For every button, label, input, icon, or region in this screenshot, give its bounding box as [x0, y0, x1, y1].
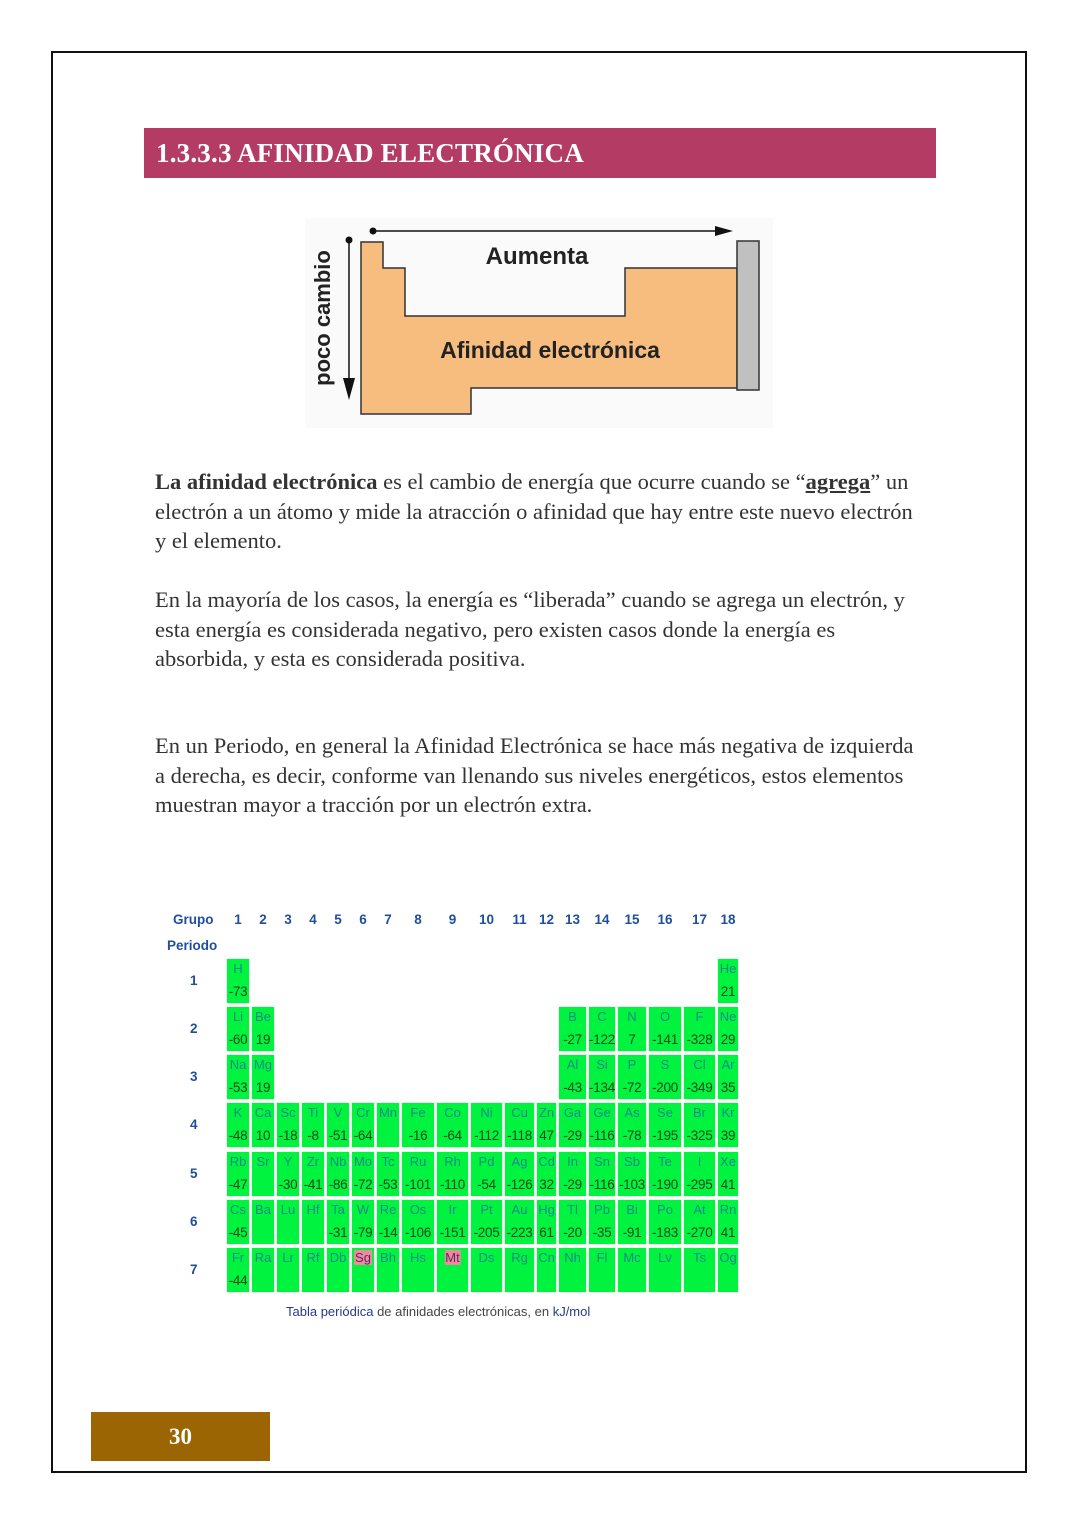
element-symbol: Pt	[480, 1202, 493, 1217]
element-cell-co	[436, 1102, 469, 1148]
element-symbol: I	[697, 1154, 702, 1169]
element-cell-cl	[683, 1054, 716, 1100]
element-affinity-value: -20	[563, 1225, 582, 1240]
group-header-16: 16	[657, 912, 673, 927]
element-cell-n	[617, 1006, 647, 1052]
noble-gas-column	[737, 241, 759, 390]
element-affinity-value: 41	[720, 1225, 736, 1240]
element-symbol: Bi	[626, 1202, 638, 1217]
element-cell-lr	[276, 1247, 300, 1293]
element-affinity-value: 29	[720, 1032, 736, 1047]
element-cell-s	[648, 1054, 682, 1100]
period-header-3: 3	[190, 1069, 198, 1084]
element-affinity-value: -195	[652, 1128, 678, 1143]
element-symbol: Rg	[511, 1250, 528, 1265]
element-cell-ga	[558, 1102, 587, 1148]
paragraph-energy-sign: En la mayoría de los casos, la energía es “liberada” cuando se agrega un electrón, y esta energía es considerada negativo, pero existen casos donde la energía es absorbida, y esta es considerada positiva.	[155, 587, 905, 671]
element-symbol: Sn	[594, 1154, 610, 1169]
element-affinity-value: -44	[228, 1273, 248, 1288]
group-header-6: 6	[359, 912, 367, 927]
element-cell-w	[351, 1199, 375, 1245]
element-cell-rh	[436, 1151, 469, 1197]
element-symbol: Br	[693, 1105, 706, 1120]
element-symbol: Ds	[478, 1250, 495, 1265]
element-symbol: Cd	[538, 1154, 555, 1169]
element-affinity-value: -64	[443, 1128, 462, 1143]
page-number: 30	[91, 1412, 270, 1461]
element-symbol: Cr	[356, 1105, 370, 1120]
element-symbol: Rn	[719, 1202, 737, 1217]
element-cell-os	[401, 1199, 435, 1245]
element-affinity-value: -91	[622, 1225, 642, 1240]
element-affinity-value: 39	[720, 1128, 736, 1143]
element-cell-br	[683, 1102, 716, 1148]
element-affinity-value: -134	[589, 1080, 615, 1095]
element-affinity-value: -200	[652, 1080, 678, 1095]
element-symbol: Ir	[448, 1202, 457, 1217]
element-cell-si	[588, 1054, 616, 1100]
element-affinity-value: 61	[539, 1225, 554, 1240]
period-header-1: 1	[190, 973, 198, 988]
element-cell-mo	[351, 1151, 375, 1197]
element-symbol: Ca	[254, 1105, 272, 1120]
section-title: 1.3.3.3 AFINIDAD ELECTRÓNICA	[144, 128, 936, 178]
group-label: Grupo	[173, 912, 214, 927]
element-affinity-value: -349	[686, 1080, 713, 1095]
element-symbol: Sc	[280, 1105, 296, 1120]
group-header-15: 15	[624, 912, 640, 927]
caption-link-kj-mol[interactable]: kJ/mol	[552, 1304, 591, 1319]
element-affinity-value: -53	[228, 1080, 248, 1095]
element-symbol: Ru	[409, 1154, 427, 1169]
element-cell-rf	[301, 1247, 325, 1293]
element-cell-mt	[436, 1247, 469, 1293]
element-cell-o	[648, 1006, 682, 1052]
element-symbol: As	[624, 1105, 640, 1120]
element-cell-in	[558, 1151, 587, 1197]
element-cell-b	[558, 1006, 587, 1052]
element-symbol: Mc	[623, 1250, 641, 1265]
diagram-top-label: Aumenta	[485, 243, 589, 270]
element-symbol: Mt	[445, 1250, 460, 1265]
element-symbol: Ne	[719, 1009, 737, 1024]
element-symbol: Ar	[721, 1057, 735, 1072]
element-cell-pt	[470, 1199, 503, 1245]
element-symbol: W	[356, 1202, 370, 1217]
element-affinity-value: -60	[228, 1032, 248, 1047]
element-affinity-value: -41	[303, 1177, 323, 1192]
element-symbol: Cl	[693, 1057, 706, 1072]
element-symbol: P	[627, 1057, 637, 1072]
element-cell-al	[558, 1054, 587, 1100]
element-symbol: Sr	[256, 1154, 270, 1169]
element-cell-tc	[376, 1151, 400, 1197]
element-cell-sb	[617, 1151, 647, 1197]
element-affinity-value: 21	[720, 984, 736, 999]
element-affinity-value: -47	[228, 1177, 248, 1192]
element-cell-nh	[558, 1247, 587, 1293]
element-symbol: Db	[329, 1250, 347, 1265]
element-cell-v	[326, 1102, 350, 1148]
element-cell-hf	[301, 1199, 325, 1245]
element-symbol: Mg	[253, 1057, 273, 1072]
element-symbol: Cu	[511, 1105, 528, 1120]
element-affinity-value: -151	[439, 1225, 466, 1240]
element-affinity-value: -118	[507, 1128, 532, 1143]
element-cell-mc	[617, 1247, 647, 1293]
element-cell-og	[717, 1247, 739, 1293]
table-caption: Tabla periódica de afinidades electrónicas, en kJ/mol	[286, 1304, 591, 1319]
element-symbol: Na	[229, 1057, 247, 1072]
element-affinity-value: -14	[378, 1225, 398, 1240]
element-cell-cn	[536, 1247, 557, 1293]
element-symbol: Tc	[381, 1154, 395, 1169]
element-affinity-value: -101	[405, 1177, 431, 1192]
element-cell-fl	[588, 1247, 616, 1293]
element-affinity-value: -79	[353, 1225, 373, 1240]
element-symbol: Ts	[693, 1250, 706, 1265]
period-header-7: 7	[190, 1262, 198, 1277]
element-affinity-value: -29	[563, 1128, 582, 1143]
element-cell-y	[276, 1151, 300, 1197]
element-symbol: Li	[232, 1009, 244, 1024]
period-header-6: 6	[190, 1214, 198, 1229]
element-symbol: Nb	[329, 1154, 347, 1169]
element-cell-i	[683, 1151, 716, 1197]
element-affinity-value: -126	[506, 1177, 533, 1192]
group-header-3: 3	[284, 912, 292, 927]
element-symbol: S	[660, 1057, 670, 1072]
arrow-down-icon	[343, 378, 355, 400]
element-symbol: Ra	[254, 1250, 272, 1265]
element-symbol: Ni	[480, 1105, 493, 1120]
element-cell-li	[226, 1006, 250, 1052]
element-symbol: He	[719, 961, 737, 976]
bold-term: La afinidad electrónica	[155, 469, 378, 494]
group-header-4: 4	[309, 912, 317, 927]
element-cell-p	[617, 1054, 647, 1100]
element-cell-c	[588, 1006, 616, 1052]
element-cell-rn	[717, 1199, 739, 1245]
element-cell-nb	[326, 1151, 350, 1197]
element-symbol: Lv	[658, 1250, 672, 1265]
element-cell-ca	[251, 1102, 275, 1148]
element-cell-kr	[717, 1102, 739, 1148]
element-symbol: Rh	[444, 1154, 461, 1169]
element-symbol: Lu	[280, 1202, 296, 1217]
element-cell-cd	[536, 1151, 557, 1197]
element-affinity-value: -328	[686, 1032, 713, 1047]
element-symbol: Ta	[331, 1202, 345, 1217]
group-header-11: 11	[512, 912, 527, 927]
element-affinity-value: -48	[228, 1128, 248, 1143]
element-symbol: Nh	[564, 1250, 581, 1265]
element-affinity-value: -205	[473, 1225, 500, 1240]
element-affinity-value: -116	[589, 1128, 615, 1143]
element-cell-sn	[588, 1151, 616, 1197]
element-symbol: O	[659, 1009, 671, 1024]
caption-link-periodic-table[interactable]: Tabla periódica	[286, 1304, 374, 1319]
element-cell-hg	[536, 1199, 557, 1245]
element-cell-ge	[588, 1102, 616, 1148]
element-symbol: Ti	[307, 1105, 319, 1120]
element-affinity-value: 47	[539, 1128, 554, 1143]
element-affinity-value: -31	[328, 1225, 348, 1240]
element-cell-ta	[326, 1199, 350, 1245]
element-symbol: Al	[566, 1057, 579, 1072]
element-cell-ni	[470, 1102, 503, 1148]
element-symbol: B	[568, 1009, 577, 1024]
element-symbol: Zr	[306, 1154, 320, 1169]
element-symbol: Pd	[478, 1154, 495, 1169]
element-cell-mg	[251, 1054, 275, 1100]
element-affinity-value: -116	[589, 1177, 615, 1192]
arrow-right-icon	[715, 226, 733, 236]
element-cell-ba	[251, 1199, 275, 1245]
element-cell-lv	[648, 1247, 682, 1293]
element-cell-sg	[351, 1247, 375, 1293]
element-cell-at	[683, 1199, 716, 1245]
element-affinity-value: -73	[228, 984, 248, 999]
element-cell-bh	[376, 1247, 400, 1293]
element-cell-fe	[401, 1102, 435, 1148]
element-cell-rg	[504, 1247, 535, 1293]
period-header-5: 5	[190, 1166, 198, 1181]
element-cell-f	[683, 1006, 716, 1052]
element-symbol: Kr	[721, 1105, 735, 1120]
element-affinity-value: -27	[563, 1032, 582, 1047]
element-affinity-value: -183	[652, 1225, 678, 1240]
group-header-17: 17	[691, 912, 708, 927]
group-header-9: 9	[448, 912, 457, 927]
period-header-4: 4	[190, 1117, 198, 1132]
paragraph-definition: La afinidad electrónica es el cambio de energía que ocurre cuando se “agrega” un electrón a un átomo y mide la atracción o afinidad que hay entre este nuevo electrón y el elemento.	[155, 469, 913, 553]
element-symbol: Sb	[624, 1154, 640, 1169]
element-affinity-value: -43	[563, 1080, 582, 1095]
element-affinity-value: -86	[328, 1177, 348, 1192]
element-affinity-value: -103	[619, 1177, 645, 1192]
element-symbol: Hf	[306, 1202, 320, 1217]
periodic-table-electron-affinity	[160, 905, 760, 1335]
element-symbol: Cn	[538, 1250, 555, 1265]
element-symbol: Pb	[594, 1202, 610, 1217]
element-symbol: Mo	[353, 1154, 373, 1169]
element-affinity-value: -270	[686, 1225, 713, 1240]
element-affinity-value: -72	[622, 1080, 642, 1095]
element-affinity-value: -190	[652, 1177, 678, 1192]
group-header-1: 1	[234, 912, 242, 927]
element-cell-mn	[376, 1102, 400, 1148]
element-cell-fr	[226, 1247, 250, 1293]
element-cell-pd	[470, 1151, 503, 1197]
element-cell-xe	[717, 1151, 739, 1197]
group-header-2: 2	[259, 912, 267, 927]
element-affinity-value: -53	[378, 1177, 398, 1192]
element-affinity-value: -72	[353, 1177, 373, 1192]
element-cell-na	[226, 1054, 250, 1100]
element-affinity-value: -18	[278, 1128, 298, 1143]
element-symbol: Zn	[538, 1105, 555, 1120]
element-cell-re	[376, 1199, 400, 1245]
element-cell-cr	[351, 1102, 375, 1148]
period-label: Periodo	[167, 938, 218, 953]
group-header-12: 12	[538, 912, 555, 927]
element-cell-zn	[536, 1102, 557, 1148]
element-affinity-value: -54	[477, 1177, 496, 1192]
element-cell-tl	[558, 1199, 587, 1245]
element-symbol: H	[233, 961, 243, 976]
element-affinity-value: -8	[307, 1128, 319, 1143]
element-symbol: Cs	[230, 1202, 246, 1217]
element-symbol: Fl	[596, 1250, 608, 1265]
element-cell-sc	[276, 1102, 300, 1148]
element-affinity-value: -223	[506, 1225, 533, 1240]
element-affinity-value: -78	[622, 1128, 642, 1143]
element-affinity-value: 41	[720, 1177, 736, 1192]
element-symbol: Fr	[231, 1250, 245, 1265]
element-cell-as	[617, 1102, 647, 1148]
element-symbol: Rf	[306, 1250, 320, 1265]
element-symbol: Co	[444, 1105, 461, 1120]
element-affinity-value: -106	[405, 1225, 431, 1240]
element-symbol: Ba	[255, 1202, 271, 1217]
element-cell-cu	[504, 1102, 535, 1148]
underlined-term: agrega	[805, 469, 871, 494]
element-cell-cs	[226, 1199, 250, 1245]
element-symbol: Si	[596, 1057, 608, 1072]
element-affinity-value: -29	[563, 1177, 582, 1192]
element-affinity-value: -51	[328, 1128, 348, 1143]
element-symbol: Ag	[511, 1154, 528, 1169]
element-affinity-value: -64	[353, 1128, 373, 1143]
element-symbol: Fe	[410, 1105, 426, 1120]
element-affinity-value: 7	[628, 1032, 636, 1047]
element-cell-ag	[504, 1151, 535, 1197]
element-cell-h	[226, 958, 250, 1004]
element-affinity-value: -110	[440, 1177, 465, 1192]
element-symbol: Lr	[282, 1250, 294, 1265]
element-symbol: Se	[657, 1105, 673, 1120]
element-cell-ir	[436, 1199, 469, 1245]
period-header-2: 2	[190, 1021, 198, 1036]
element-cell-se	[648, 1102, 682, 1148]
group-header-18: 18	[720, 912, 736, 927]
element-symbol: Ga	[563, 1105, 582, 1120]
group-header-14: 14	[594, 912, 610, 927]
group-header-13: 13	[564, 912, 581, 927]
group-header-5: 5	[334, 912, 342, 927]
element-cell-he	[717, 958, 739, 1004]
element-symbol: F	[695, 1009, 704, 1024]
electron-affinity-trend-diagram	[305, 218, 773, 428]
element-cell-be	[251, 1006, 275, 1052]
group-header-8: 8	[414, 912, 422, 927]
element-cell-te	[648, 1151, 682, 1197]
element-cell-hs	[401, 1247, 435, 1293]
element-symbol: Ge	[593, 1105, 611, 1120]
element-symbol: Po	[657, 1202, 673, 1217]
element-affinity-value: -16	[408, 1128, 428, 1143]
element-affinity-value: -122	[589, 1032, 615, 1047]
element-symbol: Te	[658, 1154, 672, 1169]
group-header-7: 7	[384, 912, 392, 927]
diagram-side-label: poco cambio	[310, 250, 335, 386]
element-affinity-value: 19	[255, 1032, 271, 1047]
element-affinity-value: -112	[474, 1128, 499, 1143]
element-affinity-value: -141	[652, 1032, 678, 1047]
element-symbol: Au	[511, 1202, 528, 1217]
element-symbol: N	[627, 1009, 637, 1024]
element-symbol: Hs	[410, 1250, 426, 1265]
element-cell-ne	[717, 1006, 739, 1052]
element-cell-lu	[276, 1199, 300, 1245]
element-affinity-value: 35	[720, 1080, 736, 1095]
element-cell-sr	[251, 1151, 275, 1197]
element-cell-bi	[617, 1199, 647, 1245]
element-cell-ti	[301, 1102, 325, 1148]
element-symbol: Og	[719, 1250, 737, 1265]
element-symbol: K	[233, 1105, 243, 1120]
element-symbol: C	[597, 1009, 607, 1024]
element-symbol: Re	[379, 1202, 397, 1217]
element-symbol: Rb	[229, 1154, 247, 1169]
element-cell-k	[226, 1102, 250, 1148]
element-symbol: At	[693, 1202, 706, 1217]
paragraph-period-trend: En un Periodo, en general la Afinidad Electrónica se hace más negativa de izquierda a derecha, es decir, conforme van llenando sus niveles energéticos, estos elementos muestran mayor a tracción por un electrón extra.	[155, 733, 914, 817]
element-symbol: Xe	[720, 1154, 736, 1169]
element-symbol: Sg	[355, 1250, 371, 1265]
element-cell-ar	[717, 1054, 739, 1100]
element-symbol: Be	[255, 1009, 271, 1024]
diagram-center-label: Afinidad electrónica	[440, 337, 660, 363]
element-symbol: Mn	[378, 1105, 398, 1120]
element-affinity-value: 32	[539, 1177, 554, 1192]
element-cell-rb	[226, 1151, 250, 1197]
element-affinity-value: 10	[255, 1128, 271, 1143]
element-symbol: Hg	[538, 1202, 555, 1217]
element-cell-po	[648, 1199, 682, 1245]
element-cell-zr	[301, 1151, 325, 1197]
element-symbol: In	[567, 1154, 578, 1169]
element-affinity-value: -35	[592, 1225, 612, 1240]
element-symbol: V	[333, 1105, 343, 1120]
element-cell-db	[326, 1247, 350, 1293]
element-cell-au	[504, 1199, 535, 1245]
element-symbol: Y	[283, 1154, 293, 1169]
element-affinity-value: -295	[686, 1177, 713, 1192]
element-affinity-value: 19	[255, 1080, 271, 1095]
element-cell-ra	[251, 1247, 275, 1293]
element-cell-ru	[401, 1151, 435, 1197]
element-cell-pb	[588, 1199, 616, 1245]
element-affinity-value: -325	[686, 1128, 713, 1143]
element-symbol: Bh	[380, 1250, 396, 1265]
element-cell-ds	[470, 1247, 503, 1293]
element-affinity-value: -45	[228, 1225, 248, 1240]
element-symbol: Tl	[567, 1202, 578, 1217]
element-affinity-value: -30	[278, 1177, 298, 1192]
element-cell-ts	[683, 1247, 716, 1293]
element-symbol: Os	[409, 1202, 427, 1217]
group-header-10: 10	[478, 912, 495, 927]
